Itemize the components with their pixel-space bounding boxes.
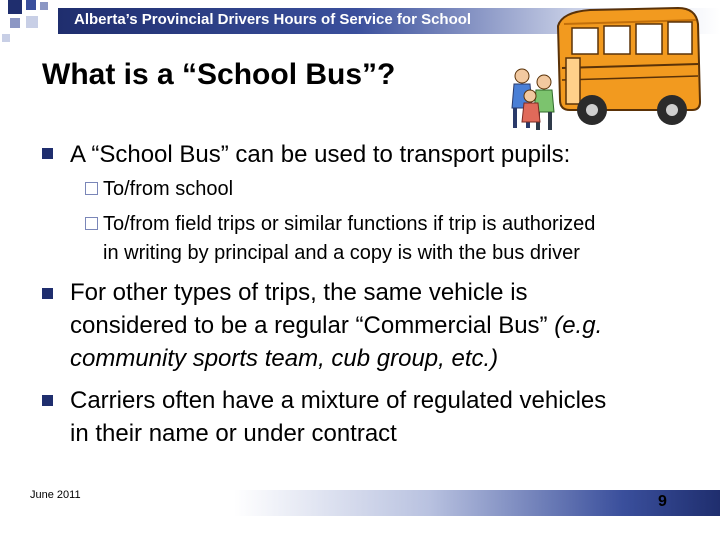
decor-square-4 [10,18,20,28]
bullet-text: in their name or under contract [70,420,397,447]
decor-square-5 [26,16,38,28]
bullet-text [70,309,602,342]
sub-bullet-text: To/from field trips or similar functions if trip is authorized [103,213,596,235]
bullet-marker [42,148,53,159]
bullet-marker [42,288,53,299]
bullet-marker [42,395,53,406]
decor-square-3 [40,2,48,10]
sub-bullet-text: in writing by principal and a copy is with the bus driver [103,242,580,264]
bullet-text-part: considered to be a regular “Commercial Bus” [70,312,548,339]
bullet-text-italic: community sports team, cub group, etc.) [70,345,499,372]
decor-square-1 [8,0,22,14]
bullet-text: A “School Bus” can be used to transport pupils: [70,141,571,168]
page-title: What is a “School Bus”? [42,58,396,91]
checkbox-bullet-icon [85,217,98,230]
sub-bullet-text: To/from school [103,178,234,200]
school-bus-icon [500,4,705,134]
header-title: Alberta’s Provincial Drivers Hours of Service for School [74,11,472,28]
bullet-text: For other types of trips, the same vehicle is [70,279,528,306]
bullet-text-italic: (e.g. [554,312,603,339]
page-number: 9 [658,493,667,510]
decor-square-6 [2,34,10,42]
checkbox-bullet-icon [85,182,98,195]
decor-square-2 [26,0,36,10]
footer-bar [234,490,720,516]
bullet-text: Carriers often have a mixture of regulated vehicles [70,387,607,414]
footer-date: June 2011 [30,489,81,501]
